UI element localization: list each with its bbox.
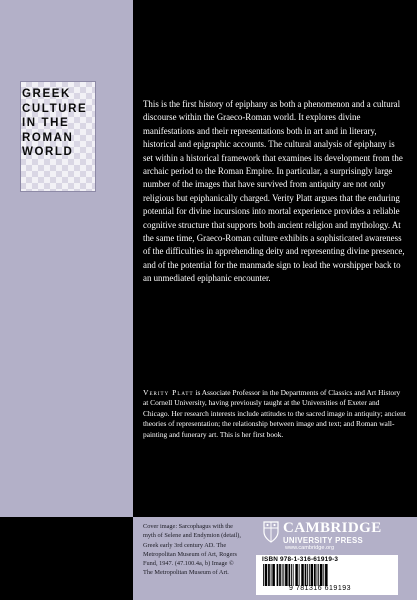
- barcode-bar: [263, 564, 264, 586]
- barcode-bar: [325, 564, 328, 586]
- barcode-bar: [314, 564, 316, 586]
- barcode-bar: [311, 564, 314, 586]
- barcode-bar: [272, 564, 275, 586]
- barcode-bar: [291, 564, 292, 586]
- barcode-bar: [289, 564, 291, 586]
- barcode-bar: [293, 564, 294, 586]
- author-bio-text: is Associate Professor in the Departments of Classics and Art History at Cornell University, having previously taught at the Universities of Exeter and Chicago. Her research interests include attitudes to the sacred image in antiquity; ancient theories of representation; the relationship between image and text; and Roman wall-painting and funerary art. This is her first book.: [143, 388, 406, 439]
- barcode-bar: [307, 564, 308, 586]
- barcode-bar: [295, 564, 298, 586]
- barcode-digits: 9 781316 619193: [289, 585, 351, 592]
- publisher-url: www.cambridge.org: [285, 545, 335, 551]
- barcode-bar: [320, 564, 323, 586]
- publisher-name: CAMBRIDGE: [283, 520, 382, 536]
- barcode-bar: [285, 564, 288, 586]
- barcode-bar: [265, 564, 268, 586]
- author-bio: [143, 388, 407, 440]
- barcode-bar: [301, 564, 304, 586]
- barcode-bar: [317, 564, 318, 586]
- barcode-bar: [283, 564, 284, 586]
- series-line: GREEK: [22, 88, 71, 100]
- cover-credit: Cover image: Sarcophagus with the myth of Selene and Endymion (detail), Greek early 3rd century AD. The Metropolitan Museum of Art, Rogers Fund, 1947. (47.100.4a, b) Image © The Metropolitan Museum of Art.: [143, 523, 241, 577]
- publisher-subtitle: UNIVERSITY PRESS: [283, 536, 364, 545]
- barcode-bar: [318, 564, 319, 586]
- barcode-bar: [268, 564, 270, 586]
- crest-icon: [263, 521, 279, 543]
- author-name: Verity Platt: [143, 388, 194, 397]
- series-title: [22, 87, 96, 160]
- isbn-label: ISBN 978-1-316-61919-3: [262, 556, 339, 563]
- barcode-bar: [299, 564, 300, 586]
- book-description: This is the first history of epiphany as both a phenomenon and a cultural discourse within the Graeco-Roman world. It explores divine manifestations and their representations both in art and in literary, historical and epigraphic accounts. The cultural analysis of epiphany is set within a historical framework that examines its development from the archaic period to the Roman Empire. In particular, a surprisingly large number of the images that have survived from antiquity are not only religious but epiphanically charged. Verity Platt argues that the enduring potential for divine incursions into mortal experience provides a reliable cognitive structure that supports both ancient religion and mythology. At the same time, Graeco-Roman culture exhibits a sophisticated awareness of the difficulties in apprehending deity and representing divine presence, and of the potential for the manmade sign to lead the worshipper back to an unmediated epiphanic encounter.: [143, 99, 405, 284]
- barcode-bar: [279, 564, 281, 586]
- barcode-bar: [271, 564, 272, 586]
- barcode-bar: [323, 564, 324, 586]
- barcode-bar: [282, 564, 283, 586]
- barcode-bar: [309, 564, 310, 586]
- series-line: ROMAN: [22, 131, 74, 144]
- series-line: IN THE: [22, 117, 70, 129]
- series-line: CULTURE: [22, 102, 88, 115]
- barcode-bar: [305, 564, 307, 586]
- barcode-bar: [277, 564, 279, 586]
- side-strip-bottom: [0, 517, 133, 600]
- series-line: WORLD: [22, 146, 74, 158]
- barcode: [261, 564, 377, 586]
